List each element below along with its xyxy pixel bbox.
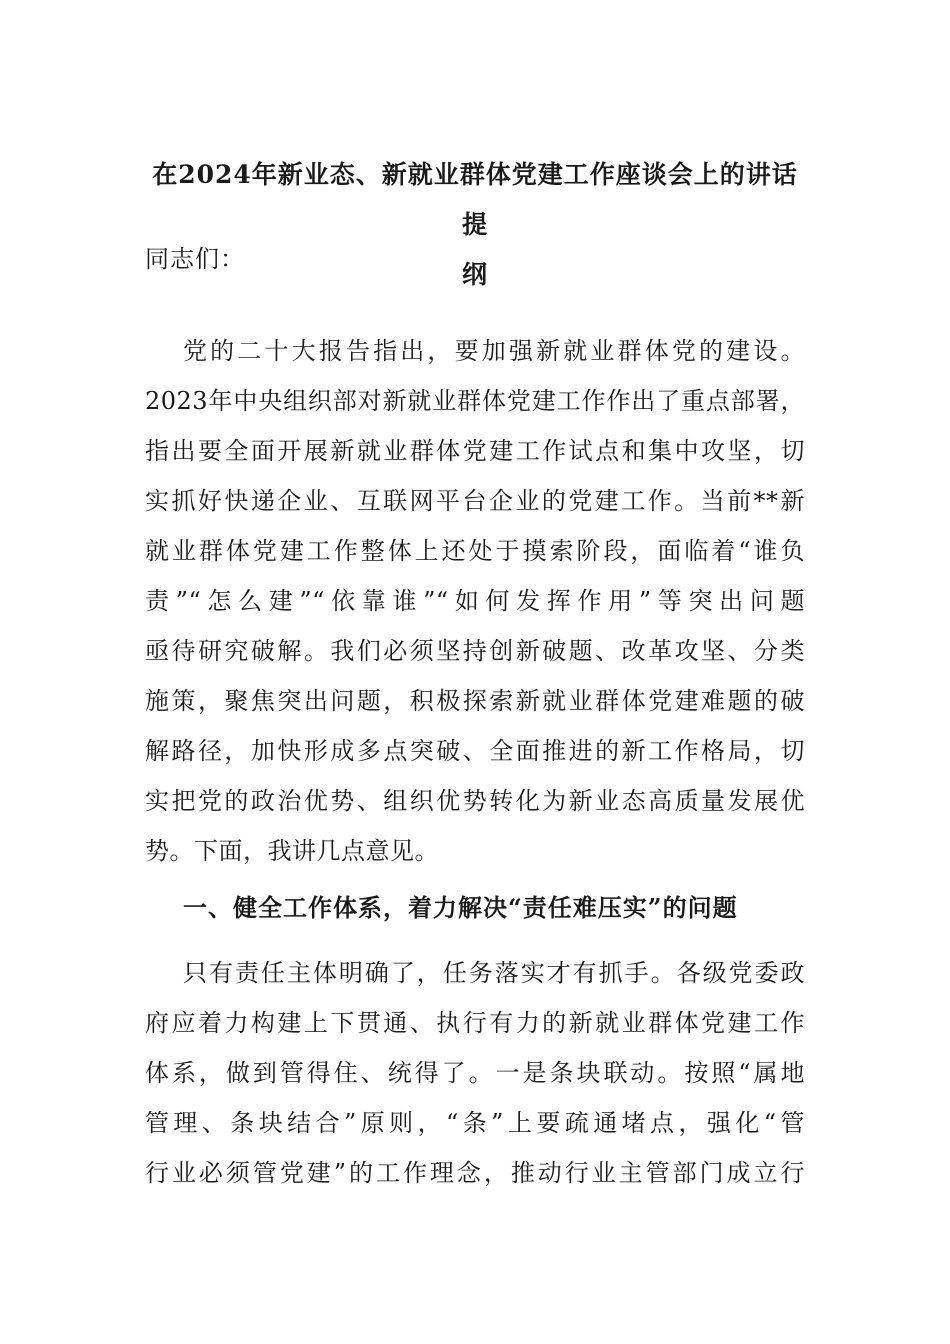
paragraph-1-line: 就业群体党建工作整体上还处于摸索阶段，面临着“谁负: [145, 537, 805, 565]
paragraph-1-line: 亟待研究破解。我们必须坚持创新破题、改革攻坚、分类: [145, 637, 805, 665]
title-line-2: 纲: [461, 260, 488, 289]
paragraph-1-line: 施策，聚焦突出问题，积极探索新就业群体党建难题的破: [145, 687, 805, 715]
section-heading-1: 一、健全工作体系，着力解决“责任难压实”的问题: [183, 893, 738, 922]
paragraph-1-line: 实抓好快递企业、互联网平台企业的党建工作。当前**新: [145, 487, 805, 515]
paragraph-2-line: 府应着力构建上下贯通、执行有力的新就业群体党建工作: [145, 1009, 805, 1037]
paragraph-1-line: 实把党的政治优势、组织优势转化为新业态高质量发展优: [145, 787, 805, 815]
paragraph-2-line: 体系，做到管得住、统得了。一是条块联动。按照“属地: [145, 1059, 805, 1087]
paragraph-1-line: 党的二十大报告指出，要加强新就业群体党的建设。: [183, 337, 805, 365]
paragraph-1-line: 解路径，加快形成多点突破、全面推进的新工作格局，切: [145, 737, 805, 765]
title-line-1: 在2024年新业态、新就业群体党建工作座谈会上的讲话提: [152, 160, 798, 239]
paragraph-2-line: 管理、条块结合”原则，“条”上要疏通堵点，强化“管: [145, 1109, 805, 1137]
paragraph-2-line: 只有责任主体明确了，任务落实才有抓手。各级党委政: [183, 959, 805, 987]
greeting: 同志们：: [145, 245, 245, 273]
paragraph-1-line: 2023年中央组织部对新就业群体党建工作作出了重点部署，: [145, 387, 805, 415]
paragraph-2-line: 行业必须管党建”的工作理念，推动行业主管部门成立行: [145, 1159, 805, 1187]
paragraph-1-line: 责”“怎么建”“依靠谁”“如何发挥作用”等突出问题: [145, 587, 805, 615]
paragraph-1-line: 势。下面，我讲几点意见。: [145, 837, 439, 865]
paragraph-1-line: 指出要全面开展新就业群体党建工作试点和集中攻坚，切: [145, 437, 805, 465]
document-title: [145, 150, 805, 300]
